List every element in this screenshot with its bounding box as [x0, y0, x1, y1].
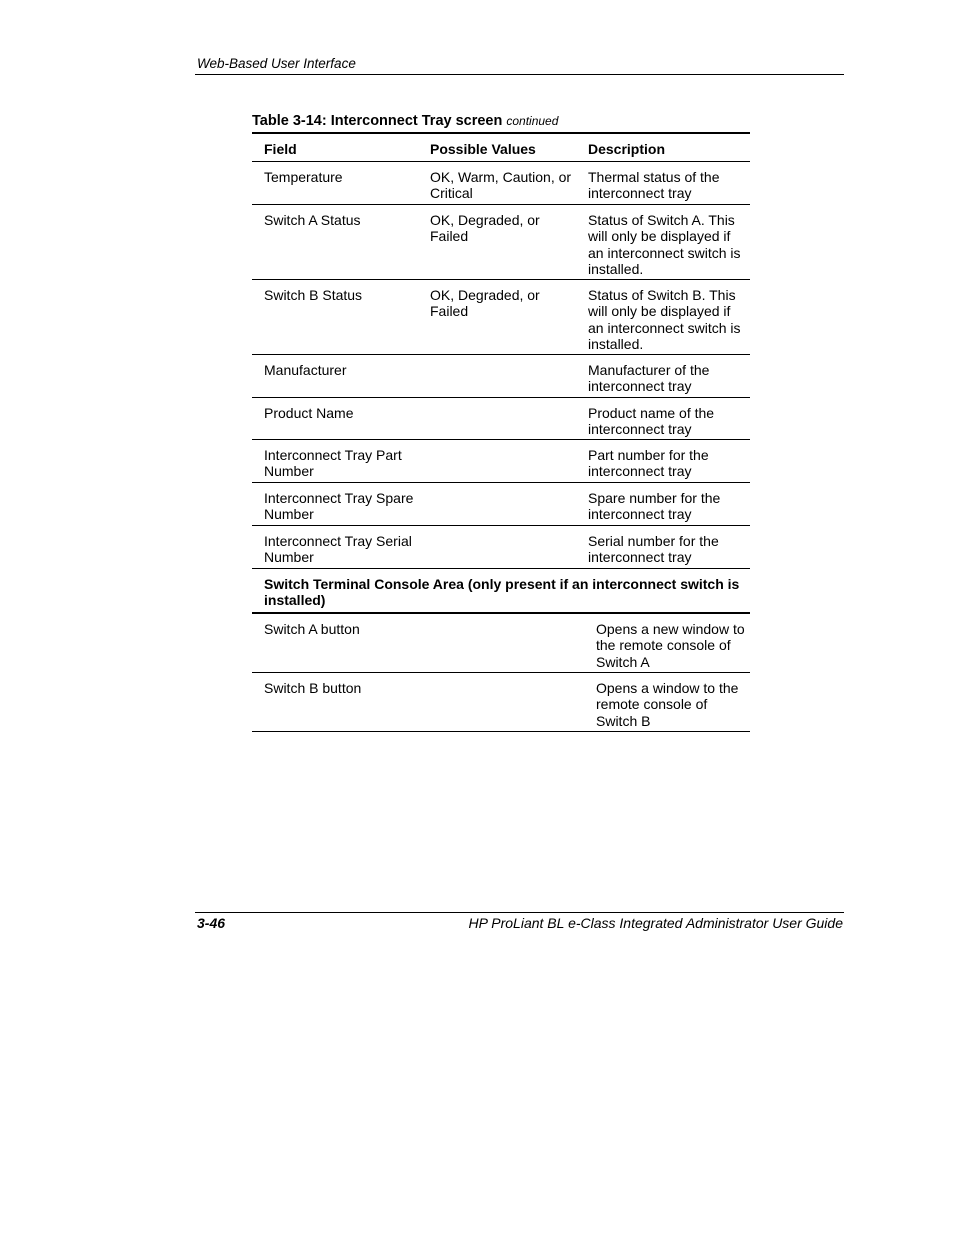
possible-values-cell: OK, Warm, Caution, or Critical — [430, 169, 572, 202]
section-heading-row — [252, 569, 750, 614]
table-caption-label: Table 3-14: Interconnect Tray screen — [252, 113, 503, 129]
field-cell: Switch A Status — [264, 212, 361, 228]
table-header-row — [252, 134, 750, 162]
description-cell: Manufacturer of the interconnect tray — [588, 362, 710, 395]
field-cell: Switch A button — [264, 621, 360, 637]
column-header-possible-values: Possible Values — [430, 141, 536, 157]
column-header-description: Description — [588, 141, 666, 157]
field-cell: Switch B button — [264, 680, 362, 696]
table-row — [252, 205, 750, 280]
book-title: HP ProLiant BL e-Class Integrated Administrator User Guide — [468, 915, 843, 931]
field-cell: Product Name — [264, 405, 354, 421]
field-cell: Switch B Status — [264, 287, 363, 303]
interconnect-tray-table — [252, 132, 750, 732]
possible-values-cell: OK, Degraded, or Failed — [430, 212, 540, 245]
table-row — [252, 614, 750, 673]
table-row — [252, 162, 750, 205]
table-row — [252, 280, 750, 355]
table-row — [252, 526, 750, 569]
footer-divider — [195, 912, 844, 913]
description-cell: Part number for the interconnect tray — [588, 447, 709, 480]
description-cell: Opens a window to the remote console of Switch B — [596, 680, 739, 729]
description-cell: Status of Switch A. This will only be displayed if an interconnect switch is installed. — [588, 212, 741, 277]
description-cell: Opens a new window to the remote console of Switch A — [596, 621, 745, 670]
description-cell: Product name of the interconnect tray — [588, 405, 715, 438]
page-number: 3-46 — [197, 915, 226, 931]
header-divider — [195, 74, 844, 75]
table-row — [252, 483, 750, 526]
column-header-field: Field — [264, 141, 297, 157]
table-row — [252, 398, 750, 440]
field-cell: Temperature — [264, 169, 343, 185]
field-cell: Interconnect Tray Part Number — [264, 447, 402, 480]
table-row — [252, 440, 750, 483]
description-cell: Serial number for the interconnect tray — [588, 533, 719, 566]
possible-values-cell: OK, Degraded, or Failed — [430, 287, 540, 320]
description-cell: Spare number for the interconnect tray — [588, 490, 721, 523]
field-cell: Interconnect Tray Spare Number — [264, 490, 414, 523]
table-caption — [252, 113, 558, 129]
description-cell: Thermal status of the interconnect tray — [588, 169, 720, 202]
running-header: Web-Based User Interface — [197, 56, 356, 71]
description-cell: Status of Switch B. This will only be displayed if an interconnect switch is installed. — [588, 287, 741, 352]
field-cell: Manufacturer — [264, 362, 347, 378]
table-caption-continued: continued — [506, 114, 559, 128]
section-heading: Switch Terminal Console Area (only present if an interconnect switch is installed) — [264, 576, 740, 609]
field-cell: Interconnect Tray Serial Number — [264, 533, 412, 566]
table-row — [252, 673, 750, 732]
table-row — [252, 355, 750, 398]
